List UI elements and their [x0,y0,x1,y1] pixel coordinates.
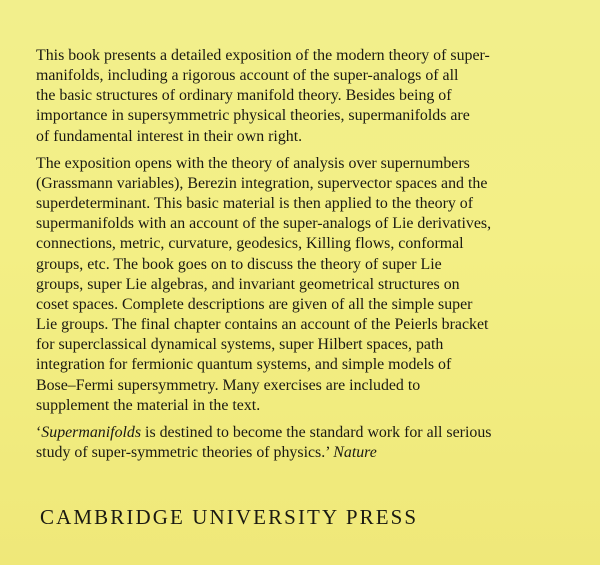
text-line: manifolds, including a rigorous account of the super-analogs of all [36,67,459,85]
text-line: (Grassmann variables), Berezin integration, supervector spaces and the [36,174,488,192]
text-line: This book presents a detailed exposition of the modern theory of super- [36,47,490,64]
review-quote [36,423,556,463]
quote-text: study of super-symmetric theories of physics.’ [36,443,334,461]
quote-open-mark: ‘ [36,423,42,441]
description-paragraph-1 [36,46,556,147]
text-line: coset spaces. Complete descriptions are given of all the simple super [36,295,473,313]
blurb-text [36,46,556,463]
text-line: supplement the material in the text. [36,396,261,414]
text-line: integration for fermionic quantum systems, and simple models of [36,356,452,374]
text-line: Bose–Fermi supersymmetry. Many exercises are included to [36,376,421,394]
text-line: connections, metric, curvature, geodesics, Killing flows, conformal [36,235,464,253]
quoted-book-title: Supermanifolds [41,423,142,441]
text-line: the basic structures of ordinary manifold theory. Besides being of [36,87,452,105]
quote-source: Nature [333,443,377,461]
text-line: Lie groups. The final chapter contains an account of the Peierls bracket [36,316,489,334]
text-line: supermanifolds with an account of the super-analogs of Lie derivatives, [36,215,492,233]
text-line: superdeterminant. This basic material is then applied to the theory of [36,195,474,213]
quote-line-2 [36,443,556,463]
text-line: for superclassical dynamical systems, super Hilbert spaces, path [36,336,444,354]
text-line: The exposition opens with the theory of analysis over supernumbers [36,154,470,172]
quote-text: is destined to become the standard work for all serious [141,423,492,441]
text-line: groups, etc. The book goes on to discuss the theory of super Lie [36,255,442,273]
text-line: groups, super Lie algebras, and invariant geometrical structures on [36,275,460,293]
quote-line-1 [36,423,556,443]
text-line: importance in supersymmetric physical theories, supermanifolds are [36,107,470,125]
text-line: of fundamental interest in their own right. [36,127,303,145]
publisher-name: CAMBRIDGE UNIVERSITY PRESS [40,505,419,529]
description-paragraph-2 [36,154,556,416]
